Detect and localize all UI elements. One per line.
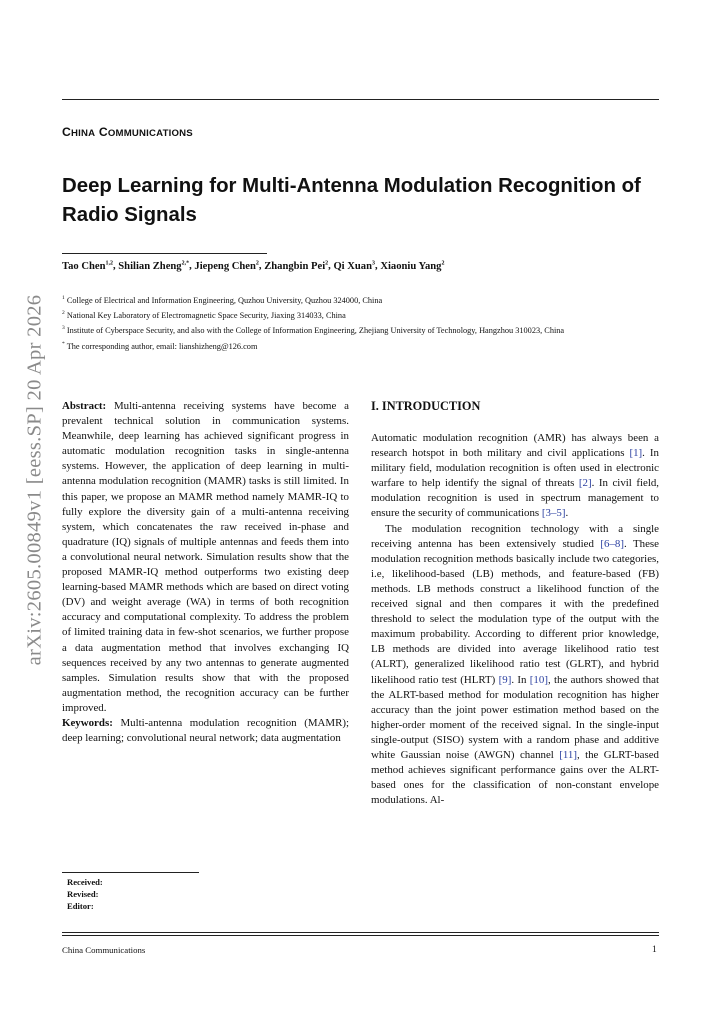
author: Jiepeng Chen$^2$: [194, 260, 259, 272]
body-text: .: [565, 507, 569, 520]
citation-link[interactable]: [11]: [559, 748, 577, 761]
author: Zhangbin Pei$^2$: [264, 260, 329, 272]
affiliation: $^3$ Institute of Cyberspace Security, and also with the College of Information Engineering, Zhejiang University of Technology, Hangzhou 310023, China: [62, 325, 565, 336]
abstract-text: Multi-antenna receiving systems have become a prevalent technical solution in communication systems. Meanwhile, deep learning has achieved significant progress in automatic modulation recognition tasks in single-antenna systems. However, the application of deep learning in multi-antenna modulation recognition (MAMR) tasks is still limited. In this paper, we propose an MAMR method namely MAMR-IQ to fully explore the diversity gain of a multi-antenna receiving system, which concatenates the raw received in-phase and quadrature (IQ) signals of multiple antennas and feeds them into a convolutional neural network. Simulation results show that the proposed MAMR-IQ method outperforms two existing deep learning-based MAMR methods which are based on direct voting (DV) and weight average (WA) in terms of both recognition accuracy and computational complexity. To address the problem of limited training data in few-shot scenarios, we further propose a data augmentation method that involves exchanging IQ sequences received by any two antennas to generate augmented samples. Simulation results show that with the proposed augmentation method, the recognition accuracy can be further improved.: [62, 400, 349, 714]
author: Qi Xuan$^3$: [333, 260, 376, 272]
header-rule: [62, 99, 659, 100]
footer-journal: China Communications: [62, 945, 146, 955]
author: Xiaoniu Yang$^2$: [380, 260, 445, 272]
received-label: Received:: [67, 877, 103, 887]
received-block: [67, 876, 103, 912]
abstract: [62, 399, 349, 716]
affiliation: * The corresponding author, email: lianshizheng@126.com: [62, 340, 258, 351]
revised-label: Revised:: [67, 889, 99, 899]
body-text: . These modulation recognition methods basically include two categories, i.e, likelihood-based (LB) methods, and feature-based (FB) methods. LB methods construct a likelihood function of the received signal and then compares it with the predefined threshold to select the modulation type of the output with the maximum probability. According to different prior knowledge, LB methods are divided into average likelihood ratio test (ALRT), generalized likelihood ratio test (GLRT), and hybrid likelihood ratio test (HLRT): [371, 537, 659, 686]
arxiv-identifier[interactable]: arXiv:2605.00849v1 [eess.SP] 20 Apr 2026: [23, 294, 46, 666]
intro-paragraph: [371, 522, 659, 809]
citation-link[interactable]: [3–5]: [541, 507, 566, 520]
section-heading: I. INTRODUCTION: [371, 399, 481, 413]
body-text: , the GLRT-based method achieves significant performance gains over the ALRT-based ones for the classification of non-constant envelope modulations. Al-: [371, 748, 659, 807]
footer-rule-bottom: [62, 935, 659, 936]
received-rule: [62, 872, 199, 873]
keywords-text: Multi-antenna modulation recognition (MAMR); deep learning; convolutional neural network; data augmentation: [62, 716, 349, 745]
abstract-label: Abstract:: [62, 400, 107, 412]
body-text: . In: [511, 673, 530, 686]
author: Tao Chen$^{1,2}$: [62, 260, 113, 272]
journal-name: CHINA COMMUNICATIONS: [62, 125, 193, 139]
affiliation: $^2$ National Key Laboratory of Electromagnetic Space Security, Jiaxing 314033, China: [62, 310, 346, 320]
intro-column: [371, 431, 659, 808]
affiliation: $^1$ College of Electrical and Information Engineering, Quzhou University, Quzhou 324000, China: [62, 295, 383, 305]
title-rule: [62, 253, 267, 254]
page-number: 1: [652, 945, 657, 955]
body-text: . In military field, modulation recognition is often used in electronic warfare to help identify the signal of threats: [371, 447, 659, 490]
keywords-label: Keywords:: [62, 716, 113, 729]
body-text: . In civil field, modulation recognition is used in spectrum management to ensure the security of communications: [371, 477, 660, 520]
editor-label: Editor:: [67, 901, 94, 911]
abstract-column: [62, 399, 349, 746]
body-text: Automatic modulation recognition (AMR) has always been a research hotspot in both military and civil applications: [371, 432, 659, 460]
citation-link[interactable]: [9]: [498, 673, 512, 686]
citation-link[interactable]: [6–8]: [600, 537, 624, 550]
author-list: Tao Chen$^{1,2}$, Shilian Zheng$^{2,*}$, Jiepeng Chen$^2$, Zhangbin Pei$^2$, Qi Xuan$^3$, Xiaoniu Yang$^2$: [62, 260, 445, 272]
affiliations: [62, 292, 660, 353]
keywords: [62, 716, 349, 746]
author: Shilian Zheng$^{2,*}$: [118, 260, 190, 272]
body-text: , the authors showed that the ALRT-based method for modulation recognition has higher accuracy than the joint power estimation method based on the higher-order moment of the received signal. In the single-input single-output (SISO) system with a random phase and additive white Gaussian noise (AWGN) channel: [371, 673, 659, 761]
footer-rule-top: [62, 932, 659, 933]
citation-link[interactable]: [2]: [578, 477, 592, 490]
citation-link[interactable]: [1]: [629, 447, 643, 460]
paper-title: Deep Learning for Multi-Antenna Modulation Recognition of Radio Signals: [62, 175, 641, 226]
citation-link[interactable]: [10]: [529, 673, 548, 686]
intro-paragraph: [371, 431, 659, 522]
body-text: The modulation recognition technology with a single receiving antenna has been extensively studied: [371, 522, 659, 550]
